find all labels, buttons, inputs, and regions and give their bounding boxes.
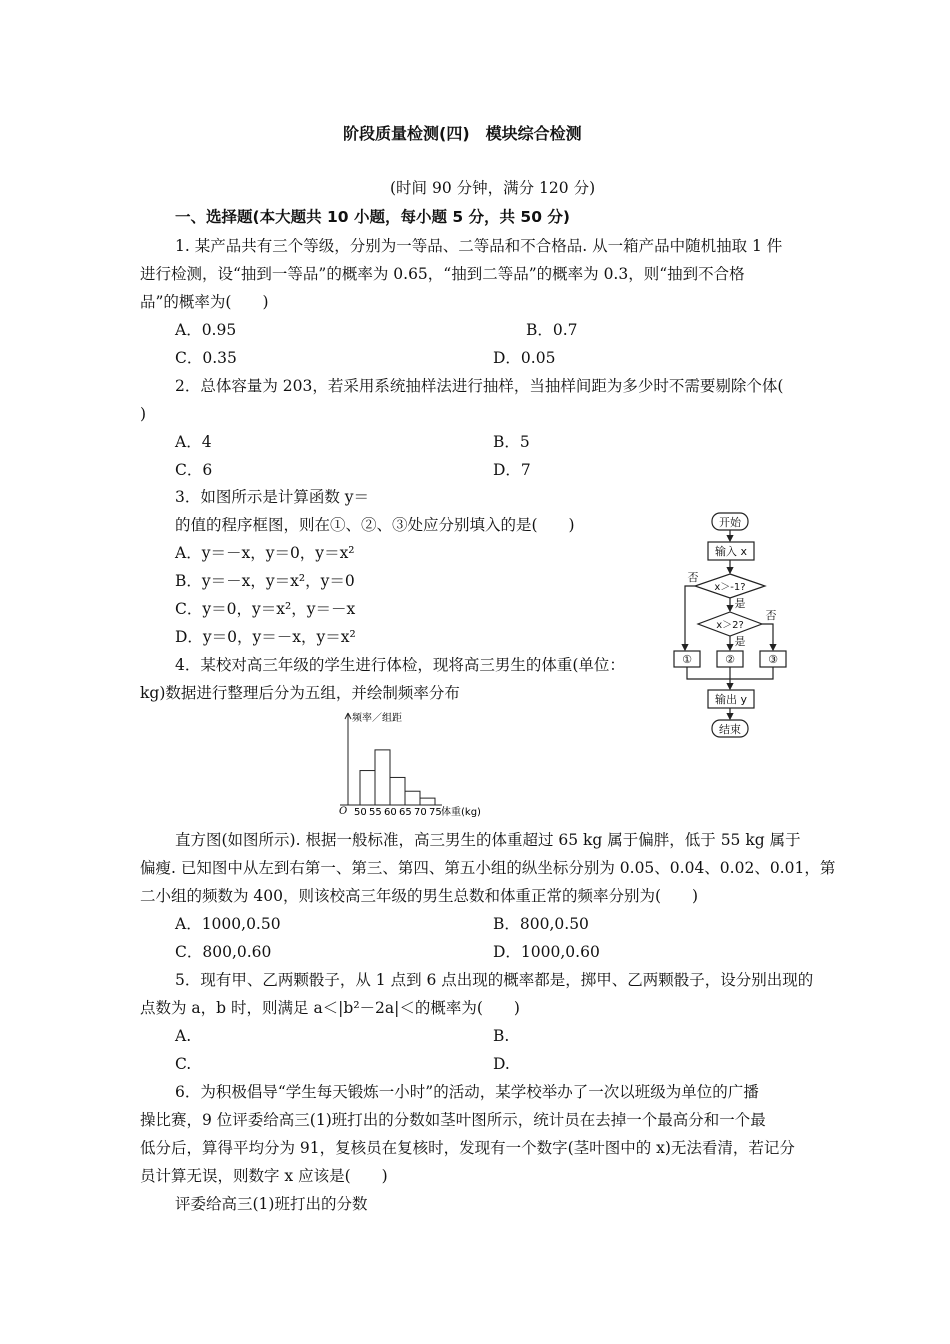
histogram-tick-label: 75 — [429, 807, 442, 818]
histogram-bar — [405, 791, 420, 805]
histogram-bar — [390, 777, 405, 805]
histogram-bar — [360, 771, 375, 805]
section-heading: 一、选择题(本大题共 10 小题，每小题 5 分，共 50 分) — [175, 208, 570, 226]
q3-line: 3．如图所示是计算函数 y＝ — [175, 488, 370, 506]
flow-output-label: 输出 y — [714, 693, 748, 706]
histogram-tick-label: 55 — [369, 807, 382, 818]
flow-no-label-1: 否 — [687, 571, 699, 584]
q5-line: 点数为 a，b 时，则满足 a＜|b²－2a|＜的概率为( ) — [140, 999, 520, 1017]
page-title: 阶段质量检测(四) 模块综合检测 — [343, 124, 582, 143]
q1-option-d: D．0.05 — [493, 349, 556, 367]
q4-line: 偏瘦. 已知图中从左到右第一、第三、第四、第五小组的纵坐标分别为 0.05、0.04、0.02、0.01，第 — [140, 859, 836, 877]
q5-option-c: C. — [175, 1055, 192, 1073]
q6-line: 6．为积极倡导“学生每天锻炼一小时”的活动，某学校举办了一次以班级为单位的广播 — [175, 1083, 759, 1101]
flow-end-label: 结束 — [719, 723, 741, 736]
q1-option-a: A．0.95 — [175, 321, 237, 339]
flow-input-label: 输入 x — [714, 545, 748, 558]
histogram-bar — [375, 750, 390, 805]
q4-line: 直方图(如图所示). 根据一般标准，高三男生的体重超过 65 kg 属于偏胖，低于 55 kg 属于 — [175, 831, 801, 849]
q1-option-c: C．0.35 — [175, 349, 237, 367]
q4-line: 4．某校对高三年级的学生进行体检，现将高三男生的体重(单位： — [175, 656, 625, 674]
q3-option-a: A．y＝－x，y＝0，y＝x² — [175, 544, 355, 562]
q2-line: 2．总体容量为 203，若采用系统抽样法进行抽样，当抽样间距为多少时不需要剔除个体( — [175, 377, 784, 395]
q5-option-a: A. — [175, 1027, 192, 1045]
flow-box-1-label: ① — [682, 653, 692, 666]
q3-line: 的值的程序框图，则在①、②、③处应分别填入的是( ) — [175, 516, 575, 534]
q6-line: 员计算无误，则数字 x 应该是( ) — [140, 1167, 388, 1185]
histogram-tick-label: 70 — [414, 807, 427, 818]
q3-option-b: B．y＝－x，y＝x²，y＝0 — [175, 572, 355, 590]
flow-start-label: 开始 — [719, 516, 741, 529]
q6-line: 低分后，算得平均分为 91，复核员在复核时，发现有一个数字(茎叶图中的 x)无法看清，若记分 — [140, 1139, 795, 1157]
q4-option-d: D．1000,0.60 — [493, 943, 600, 961]
flow-cond2-label: x＞2? — [716, 620, 744, 631]
flow-box-3-label: ③ — [768, 653, 778, 666]
histogram-tick-label: 60 — [384, 807, 397, 818]
flow-no-label-2: 否 — [765, 609, 777, 622]
q2-line: ) — [140, 405, 147, 423]
q5-option-d: D. — [493, 1055, 510, 1073]
flow-box-2-label: ② — [725, 653, 735, 666]
time-info: (时间 90 分钟，满分 120 分) — [390, 179, 596, 197]
q6-caption: 评委给高三(1)班打出的分数 — [175, 1195, 368, 1213]
histogram-tick-label: 65 — [399, 807, 412, 818]
histogram-x-label: 体重(kg) — [441, 807, 481, 818]
q1-line: 1. 某产品共有三个等级，分别为一等品、二等品和不合格品. 从一箱产品中随机抽取 1 件 — [175, 237, 783, 255]
q1-line: 进行检测，设“抽到一等品”的概率为 0.65，“抽到二等品”的概率为 0.3，则“抽到不合格 — [140, 265, 745, 283]
q2-option-b: B．5 — [493, 433, 530, 451]
q1-option-b: B．0.7 — [526, 321, 578, 339]
q4-line: 二小组的频数为 400，则该校高三年级的男生总数和体重正常的频率分别为( ) — [140, 887, 699, 905]
flow-cond1-label: x＞-1? — [714, 582, 746, 593]
q4-option-b: B．800,0.50 — [493, 915, 589, 933]
q2-option-c: C．6 — [175, 461, 213, 479]
frequency-histogram — [330, 705, 500, 820]
q4-line: kg)数据进行整理后分为五组，并绘制频率分布 — [140, 684, 460, 702]
q5-option-b: B. — [493, 1027, 510, 1045]
flow-yes-label-2: 是 — [734, 635, 746, 648]
histogram-tick-label: 50 — [354, 807, 367, 818]
flow-yes-label-1: 是 — [734, 597, 746, 610]
histogram-bar — [420, 798, 435, 805]
q5-line: 5．现有甲、乙两颗骰子，从 1 点到 6 点出现的概率都是，掷甲、乙两颗骰子，设分别出现的 — [175, 971, 814, 989]
q2-option-a: A．4 — [175, 433, 212, 451]
q6-line: 操比赛，9 位评委给高三(1)班打出的分数如茎叶图所示，统计员在去掉一个最高分和一个最 — [140, 1111, 766, 1129]
histogram-y-label: 频率／组距 — [352, 713, 402, 724]
q3-option-c: C．y＝0，y＝x²，y＝－x — [175, 600, 356, 618]
q1-line: 品”的概率为( ) — [140, 293, 269, 311]
histogram-origin: O — [339, 806, 348, 817]
q2-option-d: D．7 — [493, 461, 531, 479]
program-flowchart — [670, 505, 820, 745]
q3-option-d: D．y＝0，y＝－x，y＝x² — [175, 628, 356, 646]
q4-option-a: A．1000,0.50 — [175, 915, 281, 933]
q4-option-c: C．800,0.60 — [175, 943, 272, 961]
